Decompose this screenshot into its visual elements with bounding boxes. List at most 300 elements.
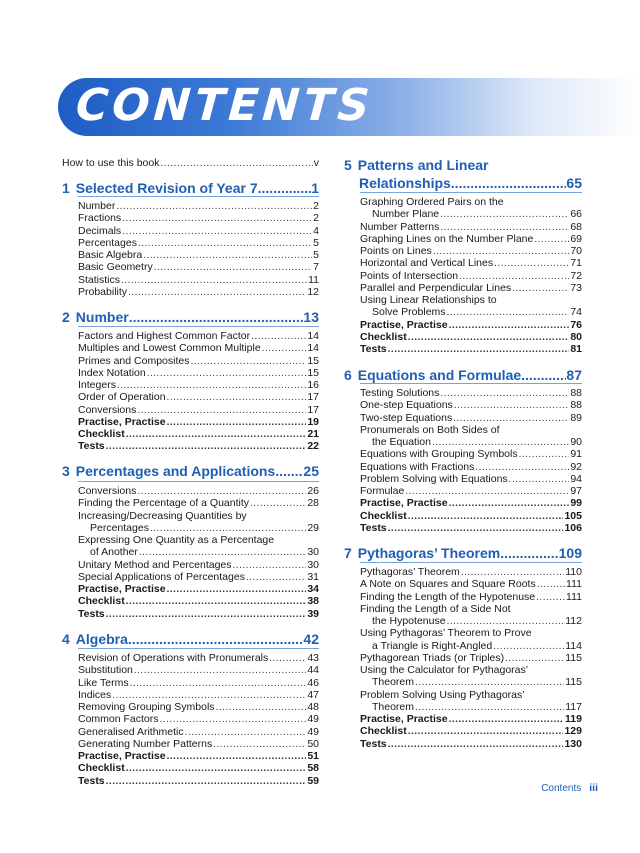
toc-entry[interactable] <box>78 237 319 250</box>
toc-entry[interactable] <box>78 652 319 665</box>
toc-entry[interactable] <box>78 664 319 677</box>
toc-entry-page: 51 <box>307 750 319 762</box>
toc-entry[interactable] <box>360 652 582 665</box>
toc-entry[interactable] <box>360 343 582 356</box>
toc-entry[interactable] <box>360 738 582 751</box>
dot-leader <box>160 158 312 170</box>
toc-entry-page: 59 <box>307 774 319 787</box>
dot-leader <box>505 653 564 665</box>
toc-entry-label: Integers <box>78 379 116 391</box>
section-rule <box>360 192 582 193</box>
toc-entry-page: 30 <box>307 558 319 571</box>
toc-entry-page: 89 <box>570 411 582 424</box>
toc-entry[interactable] <box>372 676 582 689</box>
toc-entry[interactable] <box>90 522 319 535</box>
footer-label: Contents <box>541 783 582 794</box>
toc-entry[interactable] <box>78 534 319 546</box>
toc-entry-page: 94 <box>570 472 582 485</box>
toc-entry-label: Graphing Ordered Pairs on the <box>360 196 504 208</box>
toc-entry[interactable] <box>78 404 319 417</box>
section-page: 87 <box>566 367 582 383</box>
toc-entry-intro[interactable] <box>62 157 319 170</box>
toc-entry-page: 19 <box>307 415 319 428</box>
toc-entry-page: 90 <box>570 436 582 448</box>
toc-entry[interactable] <box>372 701 582 714</box>
dot-leader <box>106 441 307 453</box>
toc-entry-page: 68 <box>570 220 582 233</box>
toc-entry-label: Basic Algebra <box>78 249 143 261</box>
dot-leader <box>139 547 306 559</box>
toc-entry[interactable] <box>78 379 319 392</box>
toc-entry[interactable] <box>78 738 319 751</box>
section-title: Selected Revision of Year 7 <box>75 180 258 196</box>
toc-entry-page: 117 <box>565 700 582 713</box>
section-title: Relationships <box>359 175 451 191</box>
footer-page-number: iii <box>589 782 598 794</box>
toc-entry[interactable] <box>360 725 582 738</box>
toc-entry[interactable] <box>78 701 319 714</box>
toc-entry[interactable] <box>360 245 582 258</box>
section-title: Percentages and Applications <box>75 463 276 479</box>
toc-entry[interactable] <box>78 200 319 213</box>
toc-entry-page: 48 <box>307 701 319 713</box>
dot-leader <box>185 727 307 739</box>
dot-leader <box>493 641 564 653</box>
toc-entry-page: 66 <box>570 208 582 221</box>
dot-leader <box>128 287 306 299</box>
toc-entry-page: 91 <box>570 448 582 461</box>
toc-entry[interactable] <box>360 294 582 306</box>
toc-entry[interactable] <box>360 522 582 535</box>
section-number: 2 <box>62 309 70 325</box>
toc-entry-page: 38 <box>307 595 319 608</box>
toc-entry-label: Decimals <box>78 224 122 237</box>
toc-entry[interactable] <box>78 286 319 299</box>
section-number: 5 <box>344 157 352 173</box>
toc-entry[interactable] <box>78 608 319 621</box>
toc-entry[interactable] <box>78 416 319 429</box>
toc-entry-label: Index Notation <box>78 366 146 379</box>
dot-leader <box>408 726 564 738</box>
dot-leader <box>106 776 307 788</box>
toc-entry-label: Increasing/Decreasing Quantities by <box>78 509 247 522</box>
section-heading[interactable] <box>62 180 319 196</box>
toc-entry-label: Horizontal and Vertical Lines <box>360 257 494 270</box>
toc-entry-label: Percentages <box>90 521 149 534</box>
toc-entry[interactable] <box>372 640 582 653</box>
dot-leader <box>451 175 567 191</box>
dot-leader <box>130 678 307 690</box>
page-footer <box>541 782 598 794</box>
toc-entry-page: 74 <box>570 306 582 319</box>
dot-leader <box>246 572 306 584</box>
toc-entry[interactable] <box>78 249 319 262</box>
dot-leader <box>440 388 569 400</box>
dot-leader <box>129 309 304 325</box>
toc-entry-page: 58 <box>307 762 319 775</box>
toc-entry-label: Theorem <box>372 676 415 689</box>
toc-entry-label: Conversions <box>78 403 137 416</box>
section-number: 6 <box>344 367 352 383</box>
dot-leader <box>150 523 306 535</box>
toc-entry[interactable] <box>360 603 582 615</box>
toc-entry[interactable] <box>360 221 582 234</box>
dot-leader <box>405 486 569 498</box>
toc-entry-label: Tests <box>360 343 387 355</box>
toc-entry[interactable] <box>360 331 582 344</box>
toc-entry[interactable] <box>360 399 582 412</box>
toc-entry-page: 111 <box>566 578 582 591</box>
toc-entry-page: 72 <box>570 269 582 282</box>
section-rule <box>360 562 582 563</box>
toc-entry-page: 28 <box>307 497 319 510</box>
toc-entry[interactable] <box>78 212 319 225</box>
toc-entry-label: Generating Number Patterns <box>78 737 213 750</box>
toc-entry-page: 44 <box>307 664 319 677</box>
toc-entry[interactable] <box>78 510 319 522</box>
dot-leader <box>143 250 312 262</box>
toc-entry-label: Using the Calculator for Pythagoras’ <box>360 664 529 676</box>
section-page: 1 <box>311 180 319 196</box>
toc-entry[interactable] <box>360 510 582 523</box>
section-heading[interactable] <box>344 367 582 383</box>
dot-leader <box>512 283 569 295</box>
dot-leader <box>258 180 312 196</box>
toc-entry-page: 99 <box>570 497 582 510</box>
section-rule <box>360 383 582 384</box>
toc-entry[interactable] <box>360 485 582 498</box>
toc-entry[interactable] <box>360 424 582 436</box>
toc-entry-label: Practise, Practise <box>78 415 166 428</box>
dot-leader <box>415 702 564 714</box>
toc-entry-page: 97 <box>570 485 582 497</box>
toc-entry[interactable] <box>78 440 319 453</box>
toc-entry-page: 111 <box>566 590 582 603</box>
toc-entry-label: Points of Intersection <box>360 269 459 282</box>
dot-leader <box>106 609 307 621</box>
toc-entry[interactable] <box>360 591 582 604</box>
toc-entry-label: Graphing Lines on the Number Plane <box>360 232 534 245</box>
toc-entry-label: Number Patterns <box>360 220 440 233</box>
toc-entry[interactable] <box>78 330 319 343</box>
dot-leader <box>432 437 569 449</box>
toc-entry-label: Tests <box>78 774 105 787</box>
toc-entry[interactable] <box>360 461 582 474</box>
toc-entry-label: Fractions <box>78 212 122 225</box>
toc-entry-label: Using Pythagoras’ Theorem to Prove <box>360 627 532 640</box>
dot-leader <box>137 405 306 417</box>
toc-entry-label: Probability <box>78 285 128 298</box>
dot-leader <box>440 209 569 221</box>
dot-leader <box>521 367 566 383</box>
toc-entry-label: Checklist <box>360 509 407 522</box>
toc-entry-page: 2 <box>313 212 319 225</box>
dot-leader <box>128 631 304 647</box>
toc-entry[interactable] <box>78 428 319 441</box>
dot-leader <box>433 246 570 258</box>
page-title: CONTENTS <box>74 80 375 131</box>
toc-entry-page: 11 <box>308 273 319 286</box>
dot-leader <box>262 343 307 355</box>
toc-entry-page: 14 <box>307 342 319 355</box>
toc-entry[interactable] <box>78 713 319 726</box>
dot-leader <box>122 226 312 238</box>
toc-entry-page: 114 <box>565 639 582 652</box>
section-heading[interactable] <box>344 175 582 191</box>
toc-entry[interactable] <box>360 713 582 726</box>
toc-entry-label: Common Factors <box>78 713 159 726</box>
dot-leader <box>509 474 570 486</box>
toc-entry[interactable] <box>372 436 582 449</box>
section-title: Algebra <box>75 631 128 647</box>
toc-entry-page: 12 <box>307 285 319 298</box>
toc-entry[interactable] <box>78 571 319 584</box>
toc-entry-label: Expressing One Quantity as a Percentage <box>78 534 275 546</box>
section-heading-line1[interactable] <box>344 157 582 173</box>
section-heading[interactable] <box>62 463 319 479</box>
toc-entry-page: 76 <box>570 318 582 331</box>
dot-leader <box>167 392 307 404</box>
toc-entry-label: Pythagoras’ Theorem <box>360 566 460 578</box>
section-title: Number <box>75 309 129 325</box>
toc-entry[interactable] <box>78 775 319 788</box>
dot-leader <box>449 498 570 510</box>
toc-entry-page: 15 <box>307 354 319 367</box>
section-rule <box>78 648 319 649</box>
toc-entry-label: Problem Solving Using Pythagoras’ <box>360 688 525 701</box>
toc-entry-label: Like Terms <box>78 676 129 689</box>
toc-entry-page: 21 <box>307 428 319 440</box>
toc-entry-page: 5 <box>313 236 319 249</box>
toc-entry-label: Generalised Arithmetic <box>78 725 184 738</box>
toc-entry[interactable] <box>78 595 319 608</box>
section-number: 4 <box>62 631 70 647</box>
toc-entry-label: Checklist <box>78 762 125 775</box>
dot-leader <box>117 380 306 392</box>
toc-entry-page: 47 <box>307 688 319 701</box>
toc-entry-label: Substitution <box>78 664 133 677</box>
toc-entry-label: Formulae <box>360 485 405 497</box>
toc-entry-label: Theorem <box>372 700 415 713</box>
section-page: 65 <box>566 175 582 191</box>
toc-entry[interactable] <box>360 319 582 332</box>
toc-entry[interactable] <box>372 615 582 628</box>
toc-entry[interactable] <box>78 762 319 775</box>
dot-leader <box>167 584 307 596</box>
toc-entry-label: the Hypotenuse <box>372 615 446 627</box>
toc-entry-label: Unitary Method and Percentages <box>78 558 232 571</box>
toc-entry-page: 92 <box>570 460 582 473</box>
toc-entry[interactable] <box>78 583 319 596</box>
toc-entry[interactable] <box>360 412 582 425</box>
section-heading[interactable] <box>344 545 582 561</box>
toc-entry-page: 80 <box>570 330 582 343</box>
toc-entry[interactable] <box>78 485 319 498</box>
toc-entry[interactable] <box>360 387 582 400</box>
toc-entry[interactable] <box>360 497 582 510</box>
toc-entry[interactable] <box>360 233 582 246</box>
section-page: 25 <box>303 463 319 479</box>
toc-entry-label: A Note on Squares and Square Roots <box>360 578 536 591</box>
toc-entry-page: 14 <box>307 330 319 342</box>
toc-entry-label: Number Plane <box>372 208 440 221</box>
toc-entry[interactable] <box>360 689 582 701</box>
section-number: 3 <box>62 463 70 479</box>
toc-entry-label: Practise, Practise <box>360 497 448 510</box>
toc-entry-page: 29 <box>307 521 319 534</box>
dot-leader <box>440 222 569 234</box>
section-page: 109 <box>558 545 582 561</box>
toc-entry-page: 49 <box>307 713 319 726</box>
toc-entry-label: a Triangle is Right-Angled <box>372 639 493 652</box>
section-title-line1: Patterns and Linear <box>357 157 489 173</box>
dot-leader <box>154 262 312 274</box>
toc-entry-page: 46 <box>307 676 319 689</box>
toc-entry-page: 88 <box>570 387 582 399</box>
toc-entry[interactable] <box>78 261 319 274</box>
toc-entry[interactable] <box>78 355 319 368</box>
toc-entry-label: Practise, Practise <box>360 713 448 725</box>
toc-entry-page: 115 <box>565 651 582 664</box>
toc-entry-label: Tests <box>78 440 105 453</box>
toc-entry-page: v <box>313 157 319 169</box>
toc-entry[interactable] <box>360 448 582 461</box>
dot-leader <box>213 739 306 751</box>
toc-entry-page: 70 <box>570 245 582 257</box>
dot-leader <box>126 596 307 608</box>
dot-leader <box>453 413 569 425</box>
toc-entry[interactable] <box>360 196 582 208</box>
toc-entry[interactable] <box>372 208 582 221</box>
toc-entry[interactable] <box>90 546 319 559</box>
dot-leader <box>500 545 558 561</box>
dot-leader <box>160 714 307 726</box>
toc-entry-label: Solve Problems <box>372 306 446 319</box>
dot-leader <box>216 702 307 714</box>
toc-entry-page: 110 <box>565 566 582 578</box>
toc-entry-label: Checklist <box>78 595 125 608</box>
toc-entry[interactable] <box>360 578 582 591</box>
toc-entry-page: 5 <box>313 249 319 261</box>
toc-entry-label: Revision of Operations with Pronumerals <box>78 652 269 664</box>
dot-leader <box>137 486 306 498</box>
toc-entry[interactable] <box>360 566 582 579</box>
toc-entry[interactable] <box>78 391 319 404</box>
dot-leader <box>126 763 307 775</box>
toc-entry[interactable] <box>360 664 582 676</box>
section-page: 42 <box>303 631 319 647</box>
toc-entry[interactable] <box>372 306 582 319</box>
dot-leader <box>388 739 564 751</box>
dot-leader <box>537 579 565 591</box>
toc-entry-page: 34 <box>307 583 319 595</box>
dot-leader <box>167 417 307 429</box>
dot-leader <box>147 368 307 380</box>
toc-entry-page: 39 <box>307 607 319 620</box>
toc-entry[interactable] <box>360 270 582 283</box>
toc-entry-label: Testing Solutions <box>360 387 440 399</box>
dot-leader <box>388 344 570 356</box>
toc-entry-label: Number <box>78 200 116 212</box>
toc-entry-label: Equations with Fractions <box>360 460 475 473</box>
toc-entry-label: Factors and Highest Common Factor <box>78 330 251 342</box>
dot-leader <box>233 560 307 572</box>
toc-entry-label: Using Linear Relationships to <box>360 294 497 306</box>
toc-entry[interactable] <box>78 367 319 380</box>
toc-entry-label: Checklist <box>78 428 125 440</box>
toc-entry[interactable] <box>78 677 319 690</box>
toc-entry[interactable] <box>78 274 319 287</box>
toc-entry-page: 31 <box>307 570 319 583</box>
toc-entry-page: 112 <box>565 615 582 627</box>
toc-entry-label: Percentages <box>78 236 137 249</box>
dot-leader <box>126 429 307 441</box>
dot-leader <box>250 498 306 510</box>
toc-entry-label: of Another <box>90 546 138 559</box>
section-heading[interactable] <box>62 631 319 647</box>
toc-entry[interactable] <box>78 726 319 739</box>
toc-entry-page: 81 <box>570 343 582 355</box>
toc-entry-page: 119 <box>565 713 582 725</box>
toc-entry[interactable] <box>78 342 319 355</box>
toc-entry-label: Conversions <box>78 485 137 497</box>
toc-entry-page: 2 <box>313 200 319 212</box>
toc-entry-label: Primes and Composites <box>78 354 190 367</box>
toc-entry-label: Two-step Equations <box>360 411 453 424</box>
dot-leader <box>534 234 569 246</box>
dot-leader <box>449 320 570 332</box>
section-rule <box>78 481 319 482</box>
toc-entry-label: Equations with Grouping Symbols <box>360 448 518 461</box>
toc-entry-page: 7 <box>313 261 319 274</box>
toc-entry[interactable] <box>360 282 582 295</box>
dot-leader <box>447 616 565 628</box>
toc-entry[interactable] <box>78 559 319 572</box>
toc-entry-label: Problem Solving with Equations <box>360 472 508 485</box>
dot-leader <box>138 238 312 250</box>
toc-entry-label: Order of Operation <box>78 391 166 404</box>
dot-leader <box>388 523 564 535</box>
dot-leader <box>449 714 564 726</box>
toc-entry[interactable] <box>78 497 319 510</box>
section-heading[interactable] <box>62 309 319 325</box>
toc-entry[interactable] <box>78 689 319 702</box>
toc-entry-page: 106 <box>564 521 582 534</box>
section-number: 1 <box>62 180 70 196</box>
toc-entry-label: Pronumerals on Both Sides of <box>360 423 500 436</box>
toc-entry-page: 71 <box>570 257 582 270</box>
toc-entry-label: Indices <box>78 688 112 701</box>
toc-entry[interactable] <box>78 225 319 238</box>
section-title: Equations and Formulae <box>357 367 522 383</box>
toc-entry[interactable] <box>360 473 582 486</box>
toc-entry-label: Checklist <box>360 330 407 343</box>
toc-entry[interactable] <box>78 750 319 763</box>
dot-leader <box>519 449 570 461</box>
dot-leader <box>408 332 570 344</box>
section-number: 7 <box>344 545 352 561</box>
toc-entry-label: Practise, Practise <box>78 750 166 762</box>
toc-entry[interactable] <box>360 627 582 639</box>
section-title: Pythagoras’ Theorem <box>357 545 501 561</box>
dot-leader <box>190 356 306 368</box>
toc-entry-page: 129 <box>564 725 582 738</box>
dot-leader <box>494 258 569 270</box>
toc-entry-label: Checklist <box>360 725 407 738</box>
toc-entry-page: 30 <box>307 546 319 559</box>
toc-entry[interactable] <box>360 257 582 270</box>
toc-entry-label: Tests <box>78 607 105 620</box>
